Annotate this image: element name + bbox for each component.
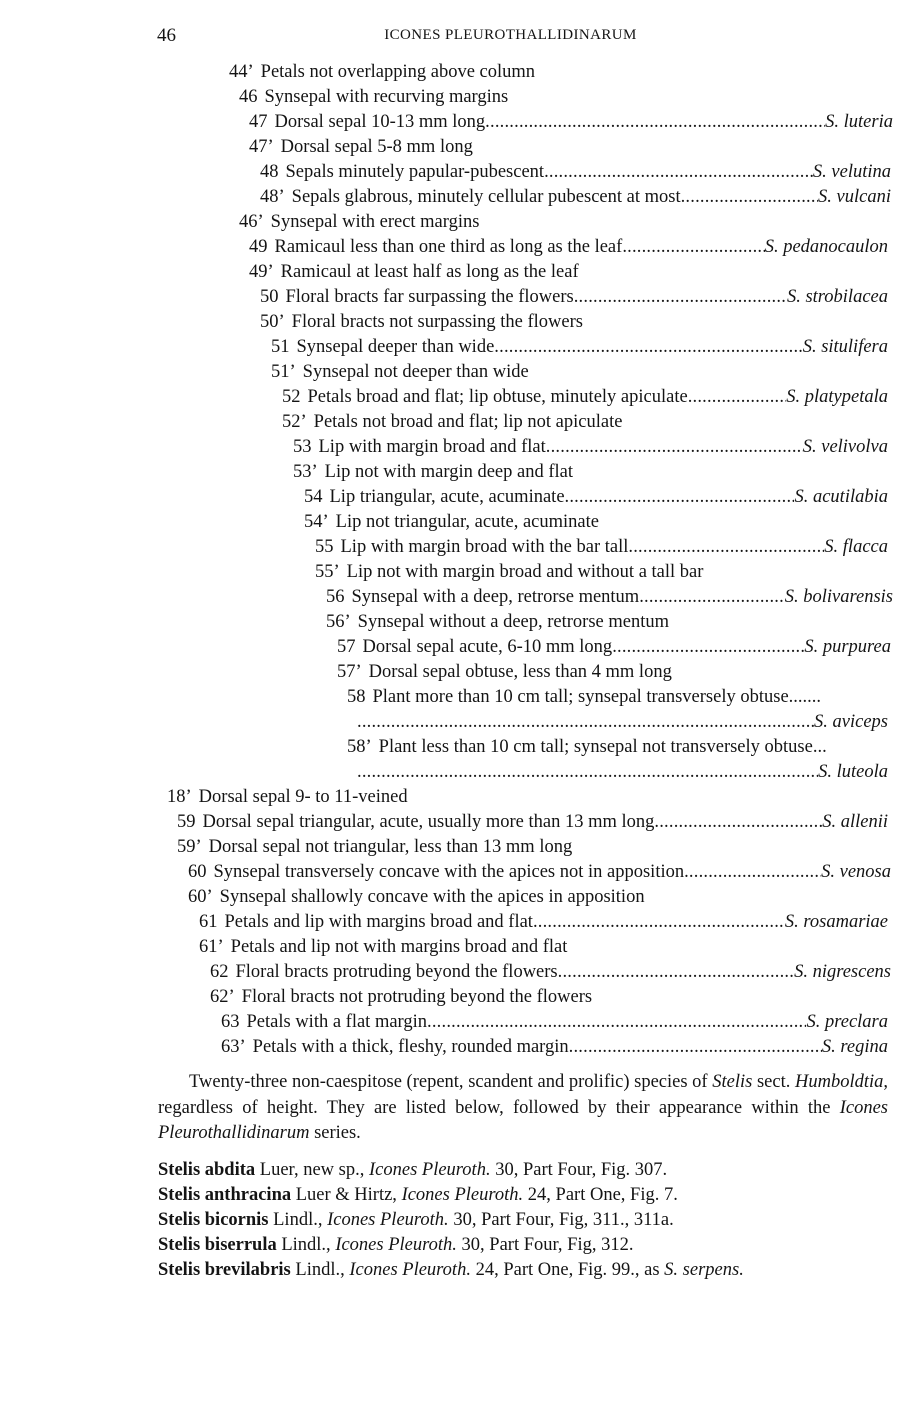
key-couplet-line [188, 885, 888, 910]
species-binomial: Stelis brevilabris [158, 1260, 291, 1280]
key-couplet-line [271, 335, 888, 360]
couplet-number: 49 [249, 237, 268, 257]
dot-leader [569, 1035, 822, 1060]
species-name: S. bolivarensis [784, 587, 893, 607]
couplet-number: 63 [221, 1012, 240, 1032]
couplet-text: Petals not overlapping above column [260, 62, 536, 82]
dot-leader [567, 935, 888, 960]
dot-leader [681, 185, 818, 210]
dot-leader [654, 810, 822, 835]
species-name: S. flacca [824, 537, 888, 557]
key-couplet-line [337, 660, 888, 685]
couplet-text: Petals with a thick, fleshy, rounded margin [252, 1037, 569, 1057]
couplet-text: Dorsal sepal 10-13 mm long [274, 112, 486, 132]
key-couplet-line [271, 360, 888, 385]
key-couplet-line [337, 635, 891, 660]
key-couplet-line [347, 735, 888, 760]
couplet-text: Dorsal sepal acute, 6-10 mm long [362, 637, 613, 657]
couplet-text: Floral bracts far surpassing the flowers [285, 287, 574, 307]
key-couplet-line [347, 685, 888, 710]
dot-leader [639, 585, 785, 610]
species-name: S. rosamariae [784, 912, 888, 932]
dot-leader [684, 860, 821, 885]
species-name: S. luteola [818, 762, 888, 782]
couplet-text: Synsepal not deeper than wide [302, 362, 529, 382]
dot-leader [473, 135, 888, 160]
key-couplet-line [167, 785, 888, 810]
dot-leader [574, 285, 787, 310]
couplet-number: 50’ [260, 312, 285, 332]
key-couplet-line [199, 935, 888, 960]
species-name: S. platypetala [786, 387, 888, 407]
key-couplet-line [304, 485, 888, 510]
couplet-number: 60 [188, 862, 207, 882]
couplet-number: 52 [282, 387, 301, 407]
species-name: S. strobilacea [786, 287, 888, 307]
species-author: Lindl., [290, 1260, 350, 1280]
couplet-number: 18’ [167, 787, 192, 807]
publication-detail: 30, Part Four, Fig, 312. [456, 1235, 634, 1255]
dot-leader [628, 535, 824, 560]
couplet-text: Lip not triangular, acute, acuminate [335, 512, 599, 532]
couplet-text: Synsepal with erect margins [270, 212, 480, 232]
key-couplet-line [315, 535, 888, 560]
couplet-number: 51’ [271, 362, 296, 382]
key-couplet-line [239, 85, 888, 110]
couplet-number: 48’ [260, 187, 285, 207]
dot-leader [427, 1010, 806, 1035]
couplet-number: 59’ [177, 837, 202, 857]
couplet-number: 55 [315, 537, 334, 557]
species-name: S. aviceps [814, 712, 888, 732]
couplet-number: 62’ [210, 987, 235, 1007]
couplet-text: Synsepal shallowly concave with the apices in apposition [219, 887, 645, 907]
couplet-text: Synsepal without a deep, retrorse mentum [357, 612, 670, 632]
species-name: S. velutina [812, 162, 891, 182]
publication-detail: 30, Part Four, Fig, 311., 311a. [448, 1210, 674, 1230]
couplet-text: Ramicaul at least half as long as the leaf [280, 262, 579, 282]
page-number: 46 [157, 25, 176, 46]
couplet-number: 57 [337, 637, 356, 657]
key-couplet-line [293, 435, 888, 460]
key-couplet-line [229, 60, 888, 85]
key-couplet-line [357, 760, 888, 785]
dot-leader [622, 235, 764, 260]
dot-leader [592, 985, 888, 1010]
publication-title: Icones Pleuroth. [327, 1210, 449, 1230]
publication-detail: 24, Part One, Fig. 99., as [470, 1260, 665, 1280]
couplet-text: Lip with margin broad with the bar tall [340, 537, 629, 557]
species-name: S. luteria [825, 112, 893, 132]
dot-leader [508, 85, 888, 110]
couplet-text: Lip with margin broad and flat [318, 437, 546, 457]
couplet-number: 53’ [293, 462, 318, 482]
couplet-text: Petals and lip with margins broad and flat [224, 912, 533, 932]
couplet-number: 62 [210, 962, 229, 982]
species-author: Luer & Hirtz, [291, 1185, 402, 1205]
species-author: Lindl., [276, 1235, 336, 1255]
key-couplet-line [188, 860, 891, 885]
couplet-text: Floral bracts not surpassing the flowers [291, 312, 583, 332]
publication-title: Icones Pleuroth. [401, 1185, 524, 1205]
key-couplet-line [199, 910, 888, 935]
key-couplet-line [221, 1035, 888, 1060]
couplet-text: Sepals glabrous, minutely cellular pubescent at most [291, 187, 681, 207]
species-name: S. vulcani [818, 187, 891, 207]
dot-leader [827, 735, 888, 760]
couplet-number: 46’ [239, 212, 264, 232]
couplet-number: 50 [260, 287, 279, 307]
species-reference [158, 1258, 888, 1283]
couplet-number: 53 [293, 437, 312, 457]
species-name: S. allenii [822, 812, 888, 832]
running-head: ICONES PLEUROTHALLIDINARUM [384, 27, 637, 43]
couplet-text: Lip not with margin deep and flat [324, 462, 573, 482]
species-reference [158, 1208, 888, 1233]
synonym-name: S. serpens. [664, 1260, 744, 1280]
dot-leader [583, 310, 888, 335]
key-couplet-line [249, 110, 893, 135]
couplet-number: 58’ [347, 737, 372, 757]
dot-leader [479, 210, 888, 235]
species-name: S. nigrescens [794, 962, 891, 982]
key-couplet-line [249, 135, 888, 160]
couplet-number: 56’ [326, 612, 351, 632]
dot-leader [703, 560, 888, 585]
couplet-number: 49’ [249, 262, 274, 282]
dot-leader [612, 635, 804, 660]
couplet-text: Synsepal with a deep, retrorse mentum [351, 587, 640, 607]
species-author: Lindl., [268, 1210, 328, 1230]
couplet-text: Dorsal sepal triangular, acute, usually more than 13 mm long [202, 812, 655, 832]
species-name: S. acutilabia [794, 487, 888, 507]
couplet-text: Sepals minutely papular-pubescent [285, 162, 545, 182]
couplet-text: Dorsal sepal 5-8 mm long [280, 137, 473, 157]
species-reference-list [158, 1158, 888, 1283]
couplet-number: 54’ [304, 512, 329, 532]
key-couplet-line [315, 560, 888, 585]
publication-title: Icones Pleuroth. [349, 1260, 471, 1280]
dot-leader [485, 110, 825, 135]
key-couplet-line [249, 260, 888, 285]
dot-leader [565, 485, 795, 510]
publication-detail: 24, Part One, Fig. 7. [523, 1185, 678, 1205]
couplet-number: 54 [304, 487, 323, 507]
dot-leader [408, 785, 888, 810]
couplet-text: Lip not with margin broad and without a tall bar [346, 562, 704, 582]
couplet-text: Synsepal deeper than wide [296, 337, 495, 357]
couplet-number: 60’ [188, 887, 213, 907]
couplet-text: Petals with a flat margin [246, 1012, 428, 1032]
dot-leader [821, 685, 888, 710]
couplet-text: Floral bracts protruding beyond the flowers [235, 962, 558, 982]
couplet-text: Synsepal with recurving margins [264, 87, 509, 107]
couplet-number: 55’ [315, 562, 340, 582]
dot-leader [529, 360, 888, 385]
species-reference [158, 1233, 888, 1258]
couplet-number: 61 [199, 912, 218, 932]
dot-leader [599, 510, 888, 535]
species-author: Luer, new sp., [255, 1160, 369, 1180]
species-binomial: Stelis biserrula [158, 1235, 277, 1255]
dot-leader [572, 835, 888, 860]
couplet-number: 46 [239, 87, 258, 107]
couplet-text: Dorsal sepal 9- to 11-veined [198, 787, 408, 807]
key-couplet-line [177, 835, 888, 860]
key-couplet-line [177, 810, 888, 835]
couplet-number: 47’ [249, 137, 274, 157]
key-couplet-line [260, 285, 888, 310]
species-binomial: Stelis abdita [158, 1160, 256, 1180]
couplet-text: Plant more than 10 cm tall; synsepal transversely obtuse....... [372, 687, 822, 707]
couplet-number: 57’ [337, 662, 362, 682]
dot-leader [558, 960, 794, 985]
dot-leader [535, 60, 888, 85]
species-name: S. situlifera [802, 337, 888, 357]
species-reference [158, 1183, 888, 1208]
dot-leader [688, 385, 787, 410]
couplet-number: 63’ [221, 1037, 246, 1057]
species-name: S. venosa [821, 862, 891, 882]
dot-leader [533, 910, 785, 935]
key-couplet-line [304, 510, 888, 535]
dot-leader [579, 260, 888, 285]
species-name: S. velivolva [802, 437, 888, 457]
publication-title: Icones Pleuroth. [368, 1160, 491, 1180]
couplet-text: Petals not broad and flat; lip not apiculate [313, 412, 623, 432]
key-couplet-line [260, 160, 891, 185]
couplet-number: 48 [260, 162, 279, 182]
dot-leader [622, 410, 888, 435]
dot-leader [544, 160, 813, 185]
dot-leader [357, 760, 818, 785]
couplet-text: Plant less than 10 cm tall; synsepal not transversely obtuse... [378, 737, 827, 757]
couplet-text: Petals broad and flat; lip obtuse, minutely apiculate [307, 387, 688, 407]
publication-title: Icones Pleuroth. [335, 1235, 457, 1255]
key-couplet-line [357, 710, 888, 735]
couplet-text: Dorsal sepal not triangular, less than 13 mm long [208, 837, 573, 857]
key-couplet-line [210, 985, 888, 1010]
key-couplet-line [326, 585, 893, 610]
key-couplet-line [260, 185, 891, 210]
couplet-number: 52’ [282, 412, 307, 432]
couplet-number: 61’ [199, 937, 224, 957]
species-name: S. preclara [806, 1012, 888, 1032]
key-couplet-line [239, 210, 888, 235]
couplet-text: Synsepal transversely concave with the apices not in apposition [213, 862, 685, 882]
species-binomial: Stelis anthracina [158, 1185, 292, 1205]
dot-leader [573, 460, 888, 485]
couplet-text: Ramicaul less than one third as long as the leaf [274, 237, 623, 257]
key-couplet-line [210, 960, 891, 985]
dot-leader [546, 435, 803, 460]
publication-detail: 30, Part Four, Fig. 307. [490, 1160, 668, 1180]
couplet-text: Dorsal sepal obtuse, less than 4 mm long [368, 662, 672, 682]
dot-leader [494, 335, 802, 360]
dot-leader [672, 660, 888, 685]
species-binomial: Stelis bicornis [158, 1210, 269, 1230]
key-couplet-line [282, 410, 888, 435]
couplet-text: Lip triangular, acute, acuminate [329, 487, 565, 507]
couplet-number: 47 [249, 112, 268, 132]
key-couplet-line [260, 310, 888, 335]
species-name: S. pedanocaulon [764, 237, 888, 257]
couplet-text: Floral bracts not protruding beyond the flowers [241, 987, 593, 1007]
dot-leader [357, 710, 814, 735]
species-name: S. regina [821, 1037, 888, 1057]
couplet-number: 56 [326, 587, 345, 607]
intro-paragraph: Twenty-three non-caespitose (repent, scandent and prolific) species of Stelis sect. Humboldtia, regardless of height. They are listed below, followed by their appearance within the Icones Pleurothallidinarum series. [158, 1072, 888, 1143]
couplet-number: 59 [177, 812, 196, 832]
dot-leader [669, 610, 888, 635]
key-couplet-line [221, 1010, 888, 1035]
couplet-number: 58 [347, 687, 366, 707]
species-name: S. purpurea [804, 637, 891, 657]
key-couplet-line [293, 460, 888, 485]
dot-leader [645, 885, 888, 910]
key-couplet-line [326, 610, 888, 635]
species-reference [158, 1158, 888, 1183]
couplet-text: Petals and lip not with margins broad and flat [230, 937, 568, 957]
couplet-number: 51 [271, 337, 290, 357]
key-couplet-line [282, 385, 888, 410]
key-couplet-line [249, 235, 888, 260]
couplet-number: 44’ [229, 62, 254, 82]
